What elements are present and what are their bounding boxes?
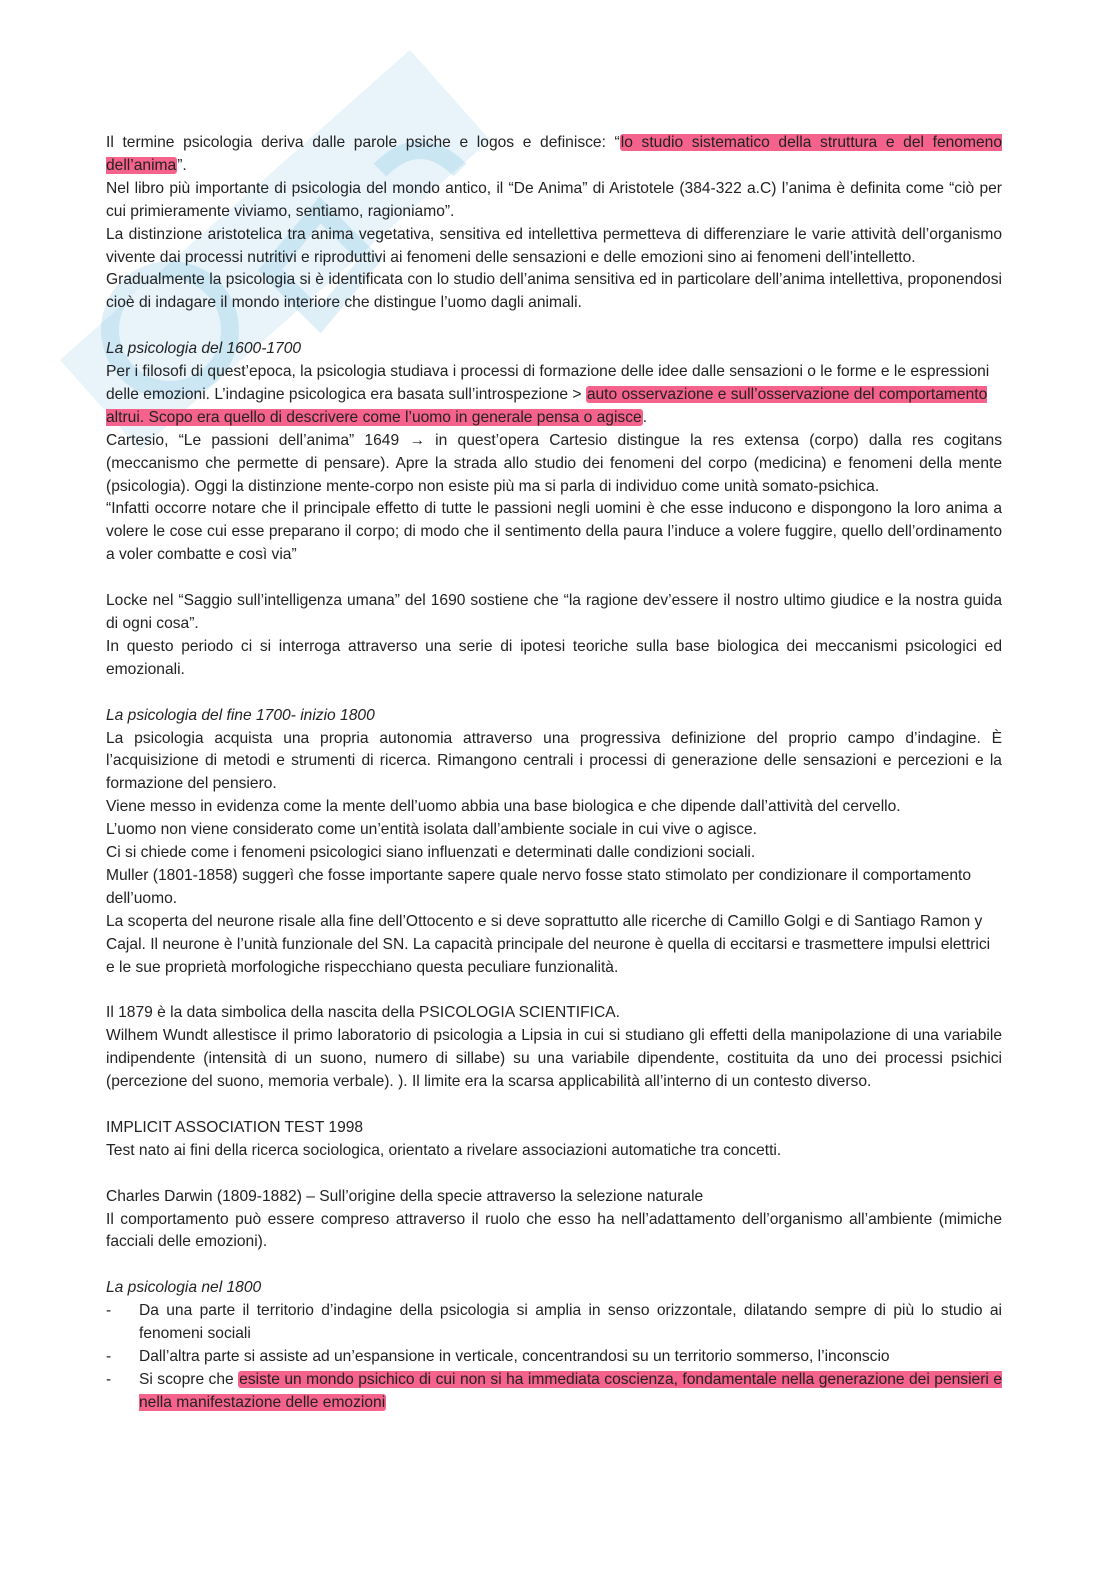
paragraph-behaviour-adaptation: Il comportamento può essere compreso attraverso il ruolo che esso ha nell’adattamento dell’organismo all’ambiente (mimiche facciali delle emozioni).: [106, 1210, 1002, 1251]
paragraph-biological-basis: Viene messo in evidenza come la mente dell’uomo abbia una base biologica e che dipende dall’attività del cervello.: [106, 798, 901, 816]
section-heading-1700-1800: La psicologia del fine 1700- inizio 1800: [106, 706, 375, 724]
paragraph-muller: Muller (1801-1858) suggerì che fosse importante sapere quale nervo fosse stato stimolato per condizionare il comportamento dell’uomo.: [106, 866, 972, 907]
paragraph-iat: Test nato ai fini della ricerca sociologica, orientato a rivelare associazioni automatiche tra concetti.: [106, 1141, 782, 1159]
document-page: [106, 132, 1002, 1415]
list-item: - Si scopre che esiste un mondo psichico di cui non si ha immediata coscienza, fondamentale nella generazione dei pensieri e nella manifestazione delle emozioni: [106, 1369, 1002, 1415]
paragraph-cartesio-quote: “Infatti occorre notare che il principale effetto di tutte le passioni negli uomini è che esse inducono e dispongono la loro anima a volere le cose cui esse preparano il corpo; di modo che il sentimento della paura l’induce a volere fuggire, quello dell’ordinamento a voler combatte e così via”: [106, 500, 1002, 564]
paragraph-social-entity: L’uomo non viene considerato come un’entità isolata dall’ambiente sociale in cui vive o agisce.: [106, 821, 757, 839]
highlight-introspection: auto osservazione e sull’osservazione del comportamento altrui. Scopo era quello di descrivere come l’uomo in generale pensa o agisce: [106, 385, 988, 426]
highlight-unconscious: esiste un mondo psichico di cui non si ha immediata coscienza, fondamentale nella generazione dei pensieri e nella manifestazione delle emozioni: [139, 1370, 1002, 1411]
paragraph-autonomy: La psicologia acquista una propria autonomia attraverso una progressiva definizione del proprio campo d’indagine. È l’acquisizione di metodi e strumenti di ricerca. Rimangono centrali i processi di generazione delle sensazioni e percezioni e la formazione del pensiero.: [106, 729, 1002, 793]
list-item: - Da una parte il territorio d’indagine della psicologia si amplia in senso orizzontale, dilatando sempre di più lo studio ai fenomeni sociali: [106, 1300, 1002, 1346]
paragraph-darwin: Charles Darwin (1809-1882) – Sull’origine della specie attraverso la selezione naturale: [106, 1187, 704, 1205]
paragraph-locke: Locke nel “Saggio sull’intelligenza umana” del 1690 sostiene che “la ragione dev’essere il nostro ultimo giudice e la nostra guida di ogni cosa”.: [106, 592, 1002, 632]
heading-implicit-association-test: IMPLICIT ASSOCIATION TEST 1998: [106, 1118, 364, 1136]
paragraph-wundt: Wilhem Wundt allestisce il primo laboratorio di psicologia a Lipsia in cui si studiano gli effetti della manipolazione di una variabile indipendente (intensità di un suono, numero di sillabe) su una variabile dipendente, costituita da uno dei processi psichici (percezione del suono, memoria verbale). ). Il limite era la scarsa applicabilità all’interno di un contesto diverso.: [106, 1027, 1002, 1091]
bullet-list-1800: [106, 1300, 1002, 1415]
paragraph-period-hypotheses: In questo periodo ci si interroga attraverso una serie di ipotesi teoriche sulla base biologica dei meccanismi psicologici ed emozionali.: [106, 637, 1002, 678]
paragraph-aristotle-distinction: La distinzione aristotelica tra anima vegetativa, sensitiva ed intellettiva permetteva di differenziare le varie attività dell’organismo vivente dai processi nutritivi e riproduttivi ai fenomeni delle sensazioni e delle emozioni sino ai fenomeni dell’intelletto.: [106, 225, 1002, 266]
paragraph-1879: Il 1879 è la data simbolica della nascita della PSICOLOGIA SCIENTIFICA.: [106, 1004, 620, 1022]
section-heading-1800: La psicologia nel 1800: [106, 1279, 262, 1297]
paragraph-de-anima: Nel libro più importante di psicologia del mondo antico, il “De Anima” di Aristotele (384-322 a.C) l’anima è definita come “ciò per cui primieramente viviamo, sentiamo, ragioniamo”.: [106, 179, 1002, 220]
highlight-anima-definition: lo studio sistematico della struttura e del fenomeno dell’anima: [106, 134, 1002, 174]
paragraph-philosophers: Per i filosofi di quest’epoca, la psicologia studiava i processi di formazione delle idee dalle sensazioni o le forme e le espressioni delle emozioni. L’indagine psicologica era basata sull’introspezione > auto osservazione e sull’osservazione del comportamento altrui. Scopo era quello di descrivere come l’uomo in generale pensa o agisce.: [106, 363, 990, 426]
section-heading-1600-1700: La psicologia del 1600-1700: [106, 340, 302, 358]
paragraph-social-conditions: Ci si chiede come i fenomeni psicologici siano influenzati e determinati dalle condizioni sociali.: [106, 844, 756, 862]
arrow-right-icon: →: [409, 431, 425, 449]
list-item: - Dall’altra parte si assiste ad un’espansione in verticale, concentrandosi su un territorio sommerso, l’inconscio: [106, 1346, 1002, 1369]
paragraph-cartesio: Cartesio, “Le passioni dell’anima” 1649 → in quest’opera Cartesio distingue la res extensa (corpo) dalla res cogitans (meccanismo che permette di pensare). Apre la strada allo studio dei fenomeni del corpo (medicina) e fenomeni della mente (psicologia). Oggi la distinzione mente-corpo non esiste più ma si parla di individuo come unità somato-psichica.: [106, 431, 1002, 495]
paragraph-neuron: La scoperta del neurone risale alla fine dell’Ottocento e si deve soprattutto alle ricerche di Camillo Golgi e di Santiago Ramon y Cajal. Il neurone è l’unità funzionale del SN. La capacità principale del neurone è quella di eccitarsi e trasmettere impulsi elettrici e le sue proprietà morfologiche rispecchiano questa peculiare funzionalità.: [106, 912, 991, 976]
paragraph-definition: Il termine psicologia deriva dalle parole psiche e logos e definisce: “lo studio sistematico della struttura e del fenomeno dell’anima”.: [106, 134, 1002, 174]
paragraph-gradual-identification: Gradualmente la psicologia si è identificata con lo studio dell’anima sensitiva ed in particolare dell’anima intellettiva, proponendosi cioè di indagare il mondo interiore che distingue l’uomo dagli animali.: [106, 271, 1002, 312]
